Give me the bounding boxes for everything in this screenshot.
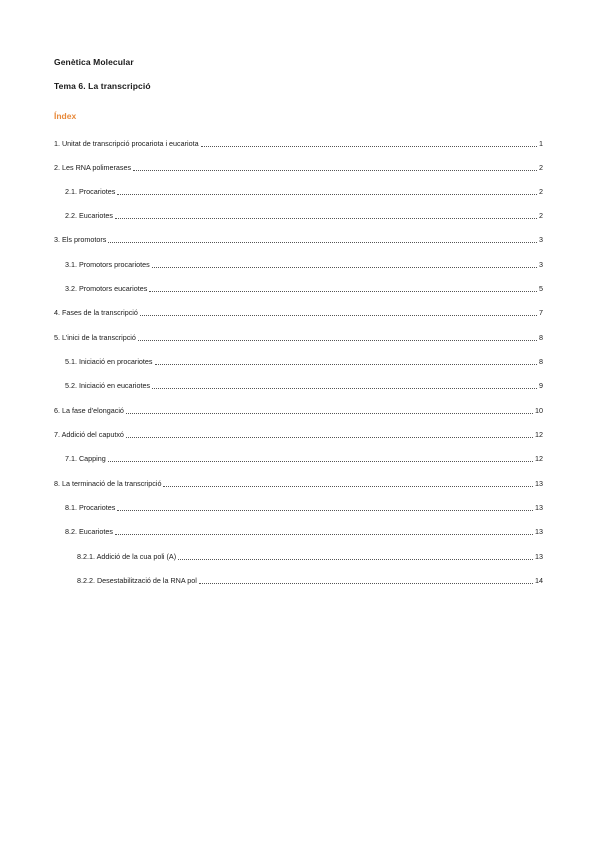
toc-leader-dots [108, 460, 533, 462]
toc-leader-dots [117, 193, 537, 195]
toc-entry[interactable] [54, 306, 543, 318]
toc-entry[interactable] [65, 282, 543, 294]
toc-entry[interactable] [65, 209, 543, 221]
toc-entry[interactable] [65, 501, 543, 513]
toc-leader-dots [138, 339, 537, 341]
toc-entry-text: 3.1. Promotors procariotes [65, 260, 150, 269]
toc-page-number: 7 [539, 308, 543, 317]
toc-leader-dots [152, 387, 537, 389]
toc-entry[interactable] [54, 404, 543, 416]
toc-leader-dots [201, 145, 537, 147]
toc-entry-text: 3.2. Promotors eucariotes [65, 284, 148, 293]
toc-entry-text: 7. Addició del caputxó [54, 430, 124, 439]
toc-entry[interactable] [65, 258, 543, 270]
toc-heading: Índex [54, 111, 77, 121]
topic-title: Tema 6. La transcripció [54, 81, 151, 91]
toc-page-number: 13 [535, 527, 543, 536]
toc-page-number: 13 [535, 479, 543, 488]
toc-page-number: 13 [535, 552, 543, 561]
toc-entry-text: 7.1. Capping [65, 454, 106, 463]
toc-leader-dots [155, 363, 538, 365]
toc-entry-text: 2.1. Procariotes [65, 187, 116, 196]
toc-leader-dots [149, 290, 537, 292]
toc-page-number: 2 [539, 163, 543, 172]
toc-page-number: 3 [539, 235, 543, 244]
toc-leader-dots [117, 509, 533, 511]
toc-leader-dots [178, 558, 533, 560]
toc-entry-text: 6. La fase d’elongació [54, 406, 124, 415]
toc-page-number: 1 [539, 139, 543, 148]
toc-entry-text: 5. L’inici de la transcripció [54, 333, 136, 342]
toc-entry[interactable] [65, 452, 543, 464]
toc-page-number: 10 [535, 406, 543, 415]
toc-entry-text: 8.2.2. Desestabilització de la RNA pol [77, 576, 197, 585]
toc-entry-text: 4. Fases de la transcripció [54, 308, 138, 317]
toc-page-number: 8 [539, 333, 543, 342]
toc-entry[interactable] [54, 477, 543, 489]
toc-page-number: 14 [535, 576, 543, 585]
toc-entry[interactable] [77, 574, 543, 586]
toc-entry-text: 8.1. Procariotes [65, 503, 116, 512]
toc-page-number: 12 [535, 454, 543, 463]
toc-entry[interactable] [65, 379, 543, 391]
toc-entry-text: 8.2.1. Addició de la cua poli (A) [77, 552, 177, 561]
toc-entry-text: 3. Els promotors [54, 235, 107, 244]
toc-leader-dots [152, 266, 537, 268]
toc-entry[interactable] [65, 525, 543, 537]
toc-page-number: 8 [539, 357, 543, 366]
toc-leader-dots [133, 169, 537, 171]
toc-entry[interactable] [54, 161, 543, 173]
toc-entry[interactable] [54, 233, 543, 245]
subject-title: Genètica Molecular [54, 57, 134, 67]
toc-entry-text: 1. Unitat de transcripció procariota i eucariota [54, 139, 199, 148]
toc-page-number: 3 [539, 260, 543, 269]
toc-entry-text: 5.1. Iniciació en procariotes [65, 357, 153, 366]
toc-leader-dots [163, 485, 533, 487]
toc-entry[interactable] [54, 331, 543, 343]
toc-leader-dots [126, 412, 533, 414]
toc-page-number: 13 [535, 503, 543, 512]
toc-entry[interactable] [65, 185, 543, 197]
toc-entry-text: 8.2. Eucariotes [65, 527, 113, 536]
toc-entry[interactable] [54, 428, 543, 440]
toc-entry-text: 2.2. Eucariotes [65, 211, 113, 220]
toc-entry-text: 2. Les RNA polimerases [54, 163, 132, 172]
toc-page-number: 5 [539, 284, 543, 293]
toc-leader-dots [126, 436, 533, 438]
toc-leader-dots [140, 314, 537, 316]
toc-entry[interactable] [65, 355, 543, 367]
toc-entry-text: 5.2. Iniciació en eucariotes [65, 381, 151, 390]
toc-page-number: 2 [539, 211, 543, 220]
toc-page-number: 2 [539, 187, 543, 196]
toc-leader-dots [115, 217, 537, 219]
toc-entry-text: 8. La terminació de la transcripció [54, 479, 162, 488]
toc-entry[interactable] [77, 550, 543, 562]
toc-leader-dots [108, 241, 537, 243]
toc-page-number: 12 [535, 430, 543, 439]
toc-leader-dots [199, 582, 533, 584]
toc-leader-dots [115, 533, 533, 535]
toc-page-number: 9 [539, 381, 543, 390]
toc-entry[interactable] [54, 137, 543, 149]
